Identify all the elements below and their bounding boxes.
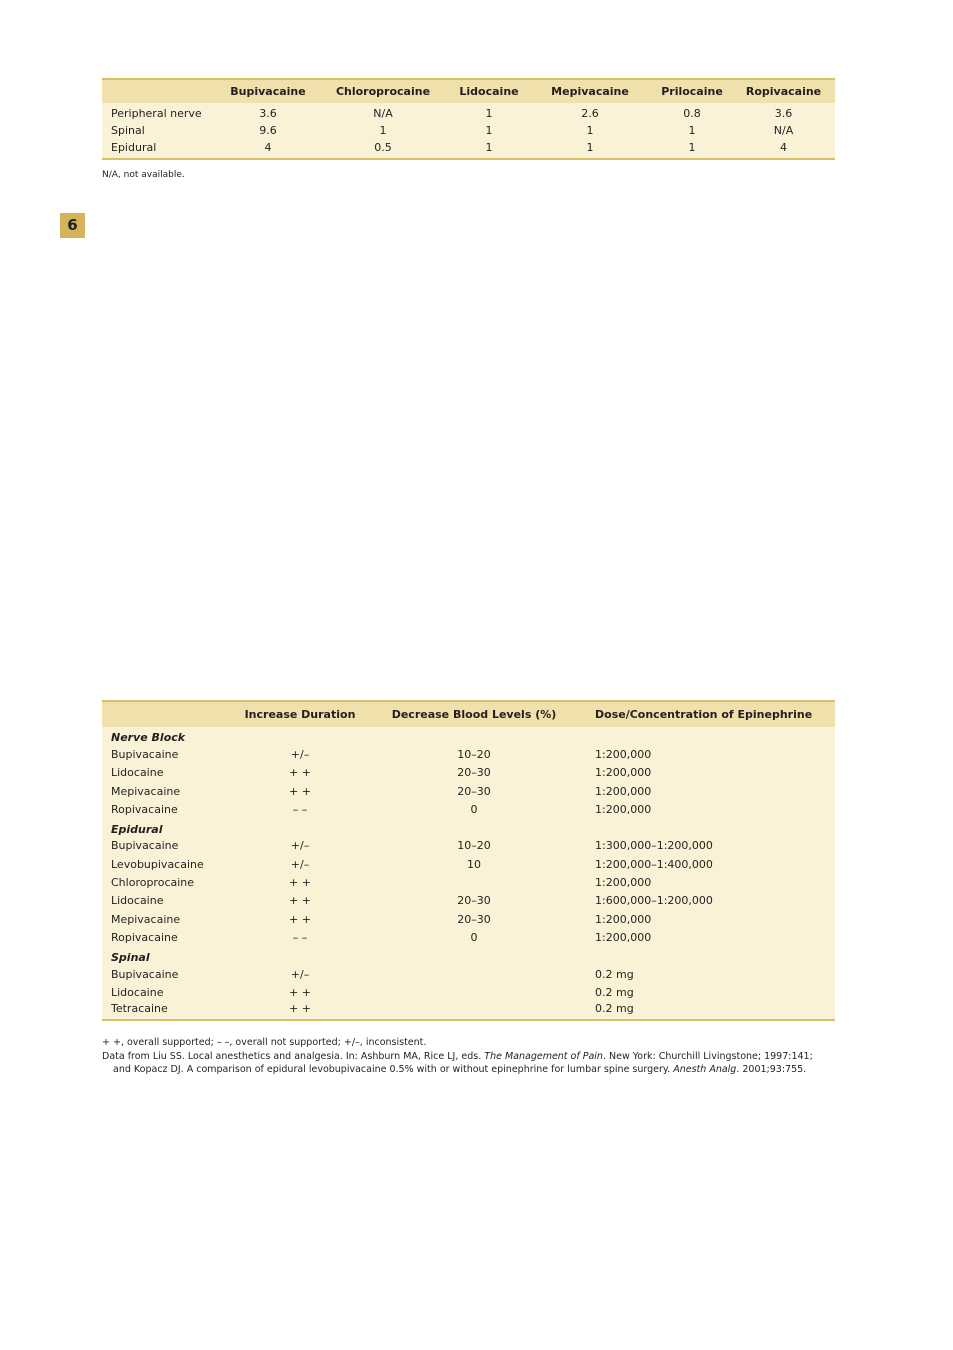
table-cell: 4	[780, 140, 787, 154]
table-row	[102, 745, 835, 763]
table-row	[102, 873, 835, 891]
table-cell: + +	[289, 876, 311, 890]
table-cell: 1	[485, 124, 493, 138]
table-cell: 0.2 mg	[595, 967, 634, 981]
source-text: . 2001;93:755.	[736, 1064, 807, 1075]
table-cell: 20–30	[457, 766, 491, 780]
table-cell: 20–30	[457, 894, 491, 908]
table-row	[102, 965, 835, 983]
table-notes	[102, 1036, 835, 1077]
table-cell: 20–30	[457, 784, 491, 798]
header-cell: Prilocaine	[661, 85, 723, 98]
table-cell: 4	[264, 140, 272, 154]
header-cell	[102, 79, 220, 103]
source-note	[102, 1050, 835, 1077]
table-cell: 1	[688, 124, 696, 138]
table-cell: – –	[292, 930, 308, 944]
table-row	[102, 892, 835, 910]
table-row	[102, 103, 835, 122]
table-cell: – –	[292, 802, 308, 816]
table-row	[102, 140, 835, 159]
row-label: Bupivacaine	[111, 967, 179, 981]
header-cell: Increase Duration	[244, 708, 356, 721]
row-label: Bupivacaine	[111, 839, 179, 853]
table-cell: 1	[586, 124, 594, 138]
section-title: Epidural	[111, 822, 163, 836]
row-label: Mepivacaine	[111, 784, 181, 798]
row-label: Lidocaine	[111, 894, 164, 908]
table-cell: 10–20	[457, 747, 491, 761]
table-row	[102, 837, 835, 855]
source-text: . New York: Churchill Livingstone; 1997:141;	[602, 1050, 813, 1062]
section-row	[102, 947, 835, 965]
table-cell	[366, 873, 582, 891]
source-book-title: The Management of Pain	[484, 1050, 603, 1062]
table-cell: +/–	[290, 967, 310, 981]
row-label: Levobupivacaine	[111, 857, 204, 871]
epinephrine-table	[102, 700, 835, 1021]
header-cell: Dose/Concentration of Epinephrine	[595, 708, 813, 721]
table-cell: 1:200,000–1:400,000	[595, 857, 713, 871]
table-cell: 0.2 mg	[595, 1002, 634, 1016]
row-label: Bupivacaine	[111, 747, 179, 761]
section-row	[102, 818, 835, 836]
source-journal-title: Anesth Analg	[673, 1064, 737, 1075]
table-cell: 0.2 mg	[595, 985, 634, 999]
table-row	[102, 764, 835, 782]
row-label: Ropivacaine	[111, 930, 178, 944]
section-row	[102, 727, 835, 745]
table-header-row	[102, 79, 835, 103]
table-cell: 1:200,000	[595, 930, 652, 944]
table-cell: 2.6	[581, 107, 599, 121]
section-title: Nerve Block	[111, 730, 186, 744]
table-cell: 9.6	[259, 124, 277, 138]
table-cell: N/A	[373, 107, 393, 121]
table-cell: 3.6	[259, 107, 277, 121]
table-row	[102, 782, 835, 800]
row-label: Ropivacaine	[111, 802, 178, 816]
header-cell: Mepivacaine	[551, 85, 629, 98]
table-cell: +/–	[290, 857, 310, 871]
table-cell: 0.5	[374, 140, 392, 154]
row-label: Epidural	[111, 140, 157, 154]
row-label: Spinal	[111, 124, 145, 138]
table-cell: 1	[586, 140, 594, 154]
table-cell: 1:300,000–1:200,000	[595, 839, 713, 853]
table-cell: N/A	[773, 124, 794, 138]
table-row	[102, 122, 835, 141]
source-continuation	[102, 1063, 835, 1077]
legend-note: + +, overall supported; – –, overall not supported; +/–, inconsistent.	[102, 1037, 427, 1048]
row-label: Lidocaine	[111, 985, 164, 999]
table-cell: 10–20	[457, 839, 491, 853]
table-cell: 1:200,000	[595, 784, 652, 798]
table-cell: 0	[470, 930, 478, 944]
table-cell: +/–	[290, 747, 310, 761]
table-row	[102, 855, 835, 873]
table-cell: 0	[470, 802, 478, 816]
section-number-badge: 6	[60, 213, 85, 238]
source-text: Data from Liu SS. Local anesthetics and analgesia. In: Ashburn MA, Rice LJ, eds.	[102, 1050, 485, 1062]
table-cell: 20–30	[457, 912, 491, 926]
table-cell: 1	[485, 107, 493, 121]
table-cell: 1	[485, 140, 493, 154]
table-cell: 1	[379, 124, 387, 138]
table-row	[102, 928, 835, 946]
table-cell: 1:200,000	[595, 747, 652, 761]
table-cell: + +	[289, 985, 311, 999]
table-row	[102, 800, 835, 818]
row-label: Lidocaine	[111, 766, 164, 780]
table-cell: +/–	[290, 839, 310, 853]
row-label: Mepivacaine	[111, 912, 181, 926]
potency-table-grid	[102, 78, 835, 160]
table-cell: 3.6	[774, 107, 793, 121]
table-cell: 1:600,000–1:200,000	[595, 894, 713, 908]
section-title: Spinal	[111, 950, 150, 964]
table-cell: 1:200,000	[595, 912, 652, 926]
table-cell	[366, 1001, 582, 1019]
table-cell: + +	[289, 1002, 311, 1016]
table-row	[102, 910, 835, 928]
header-cell: Bupivacaine	[230, 85, 306, 98]
table-cell	[366, 965, 582, 983]
table-cell: + +	[289, 784, 311, 798]
table-cell: 1:200,000	[595, 802, 652, 816]
header-cell	[102, 701, 234, 727]
table-cell	[366, 983, 582, 1001]
row-label: Tetracaine	[111, 1002, 168, 1016]
table-cell: 1:200,000	[595, 766, 652, 780]
table-cell: + +	[289, 894, 311, 908]
row-label: Peripheral nerve	[111, 107, 202, 121]
table-cell: 10	[467, 857, 481, 871]
source-text: and Kopacz DJ. A comparison of epidural levobupivacaine 0.5% with or without epinephrine for lumbar spine surgery.	[113, 1064, 674, 1075]
potency-table	[102, 78, 835, 160]
table-cell: 0.8	[683, 107, 701, 121]
epinephrine-table-grid	[102, 700, 835, 1021]
header-cell: Decrease Blood Levels (%)	[391, 708, 557, 721]
table-cell: 1:200,000	[595, 876, 652, 890]
table-cell: + +	[289, 912, 311, 926]
table-header-row	[102, 701, 835, 727]
header-cell: Ropivacaine	[745, 85, 822, 98]
table-row	[102, 1001, 835, 1019]
table-row	[102, 983, 835, 1001]
row-label: Chloroprocaine	[111, 876, 195, 890]
table-cell: 1	[688, 140, 696, 154]
table-footnote: N/A, not available.	[102, 170, 185, 180]
header-cell: Lidocaine	[459, 85, 519, 98]
table-cell: + +	[289, 766, 311, 780]
header-cell: Chloroprocaine	[335, 85, 431, 98]
